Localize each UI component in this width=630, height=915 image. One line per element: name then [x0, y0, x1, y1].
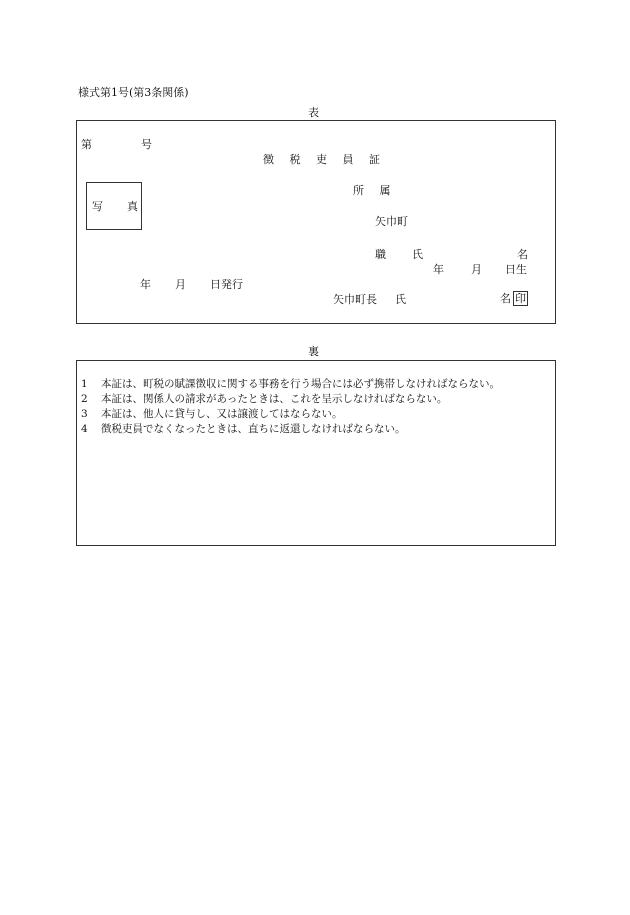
affiliation-value: 矢巾町 [375, 215, 408, 228]
title-label: 職 [375, 248, 386, 261]
note-text: 本証は、町税の賦課徴収に関する事務を行う場合には必ず携帯しなければならない。 [101, 378, 500, 390]
note-number: 3 [81, 408, 88, 420]
issuer-title: 矢巾町長 [333, 293, 377, 306]
list-item [81, 422, 500, 437]
list-item [81, 407, 500, 422]
notes-list [81, 377, 500, 437]
issued-day: 日発行 [210, 278, 243, 291]
number-prefix: 第 [81, 138, 92, 151]
issuer-name-suffix [500, 291, 528, 306]
list-item [81, 377, 500, 392]
birth-day: 日生 [505, 263, 527, 276]
note-number: 4 [81, 423, 88, 435]
name-suffix: 名 [517, 248, 528, 261]
note-text: 徴税吏員でなくなったときは、直ちに返還しなければならない。 [101, 423, 406, 435]
back-heading: 裏 [308, 345, 319, 358]
issued-year: 年 [140, 278, 151, 291]
front-card [76, 120, 556, 324]
list-item [81, 392, 500, 407]
note-number: 2 [81, 393, 88, 405]
name-label: 氏 [412, 248, 423, 261]
photo-label-left: 写 [92, 200, 103, 213]
card-title: 徴 税 吏 員 証 [263, 153, 386, 166]
photo-label-right: 真 [127, 200, 138, 213]
back-card [76, 360, 556, 546]
note-number: 1 [81, 378, 88, 390]
note-text: 本証は、他人に貸与し、又は譲渡してはならない。 [101, 408, 343, 420]
front-heading: 表 [308, 106, 319, 119]
note-text: 本証は、関係人の請求があったときは、これを呈示しなければならない。 [101, 393, 448, 405]
photo-box [86, 182, 142, 230]
affiliation-label: 所 属 [353, 184, 397, 197]
issued-month: 月 [175, 278, 186, 291]
issuer-name-label: 氏 [395, 293, 406, 306]
birth-month: 月 [471, 263, 482, 276]
birth-year: 年 [433, 263, 444, 276]
seal-mark: 印 [515, 292, 526, 305]
issuer-name-suffix-text: 名 [500, 292, 511, 305]
number-suffix: 号 [141, 138, 152, 151]
form-label: 様式第1号(第3条関係) [78, 86, 189, 99]
